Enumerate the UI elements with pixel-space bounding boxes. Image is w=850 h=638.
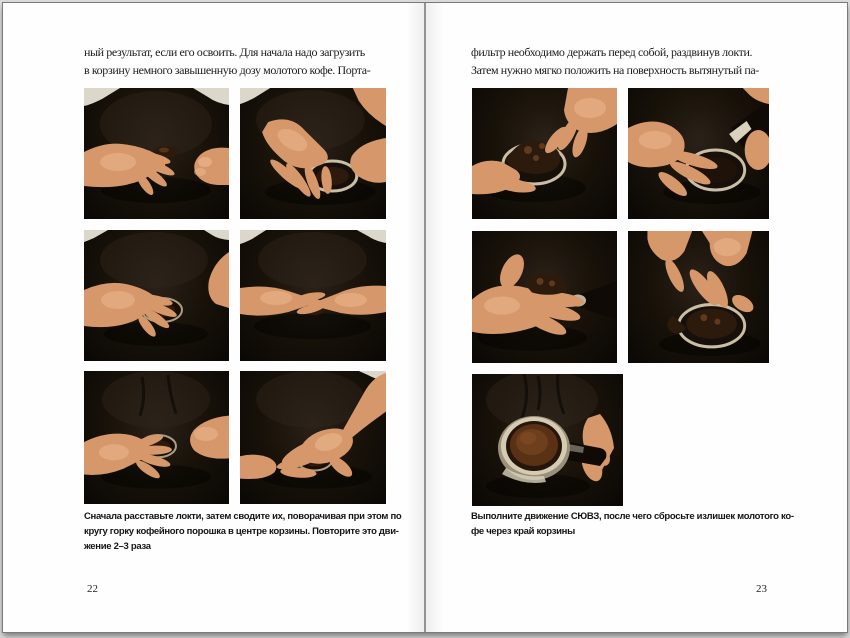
left-caption-line-3: жение 2–3 раза bbox=[84, 541, 151, 552]
page-right bbox=[426, 3, 847, 632]
photo-step-4-illustration bbox=[240, 230, 386, 361]
photo-step-5 bbox=[84, 371, 229, 504]
left-caption-line-1: Сначала расставьте локти, затем сводите их, поворачивая при этом по bbox=[84, 511, 402, 522]
left-body-text bbox=[84, 43, 370, 79]
right-body-line-1: фильтр необходимо держать перед собой, раздвинув локти. bbox=[471, 45, 753, 59]
photo-step-10-illustration bbox=[628, 231, 769, 363]
left-page-number: 22 bbox=[87, 583, 98, 595]
photo-step-8-illustration bbox=[628, 88, 769, 219]
photo-step-2 bbox=[240, 88, 386, 219]
page-fold-line bbox=[424, 3, 426, 632]
photo-step-6-illustration bbox=[240, 371, 386, 504]
right-caption-line-1: Выполните движение СЮВЗ, после чего сбросьте излишек молотого ко- bbox=[471, 511, 794, 522]
photo-step-3-illustration bbox=[84, 230, 229, 361]
left-caption-line-2: кругу горку кофейного порошка в центре корзины. Повторите это дви- bbox=[84, 526, 399, 537]
photo-step-11 bbox=[472, 374, 623, 506]
page-left bbox=[3, 3, 424, 632]
right-caption-line-2: фе через край корзины bbox=[471, 526, 575, 537]
left-caption bbox=[84, 509, 401, 554]
photo-step-1-illustration bbox=[84, 88, 229, 219]
right-page-number: 23 bbox=[756, 583, 767, 595]
photo-step-9 bbox=[472, 231, 617, 363]
photo-step-7 bbox=[472, 88, 617, 219]
left-body-line-1: ный результат, если его освоить. Для начала надо загрузить bbox=[84, 45, 365, 59]
right-body-text bbox=[471, 43, 759, 79]
left-body-line-2: в корзину немного завышенную дозу молотого кофе. Порта- bbox=[84, 63, 371, 77]
right-body-line-2: Затем нужно мягко положить на поверхность вытянутый па- bbox=[471, 63, 759, 77]
photo-step-6 bbox=[240, 371, 386, 504]
photo-step-8 bbox=[628, 88, 769, 219]
photo-step-4 bbox=[240, 230, 386, 361]
photo-step-9-illustration bbox=[472, 231, 617, 363]
book-spread bbox=[2, 2, 848, 633]
photo-step-7-illustration bbox=[472, 88, 617, 219]
photo-step-1 bbox=[84, 88, 229, 219]
photo-step-5-illustration bbox=[84, 371, 229, 504]
right-caption bbox=[471, 509, 794, 539]
photo-step-10 bbox=[628, 231, 769, 363]
photo-step-2-illustration bbox=[240, 88, 386, 219]
photo-step-3 bbox=[84, 230, 229, 361]
photo-step-11-illustration bbox=[472, 374, 623, 506]
